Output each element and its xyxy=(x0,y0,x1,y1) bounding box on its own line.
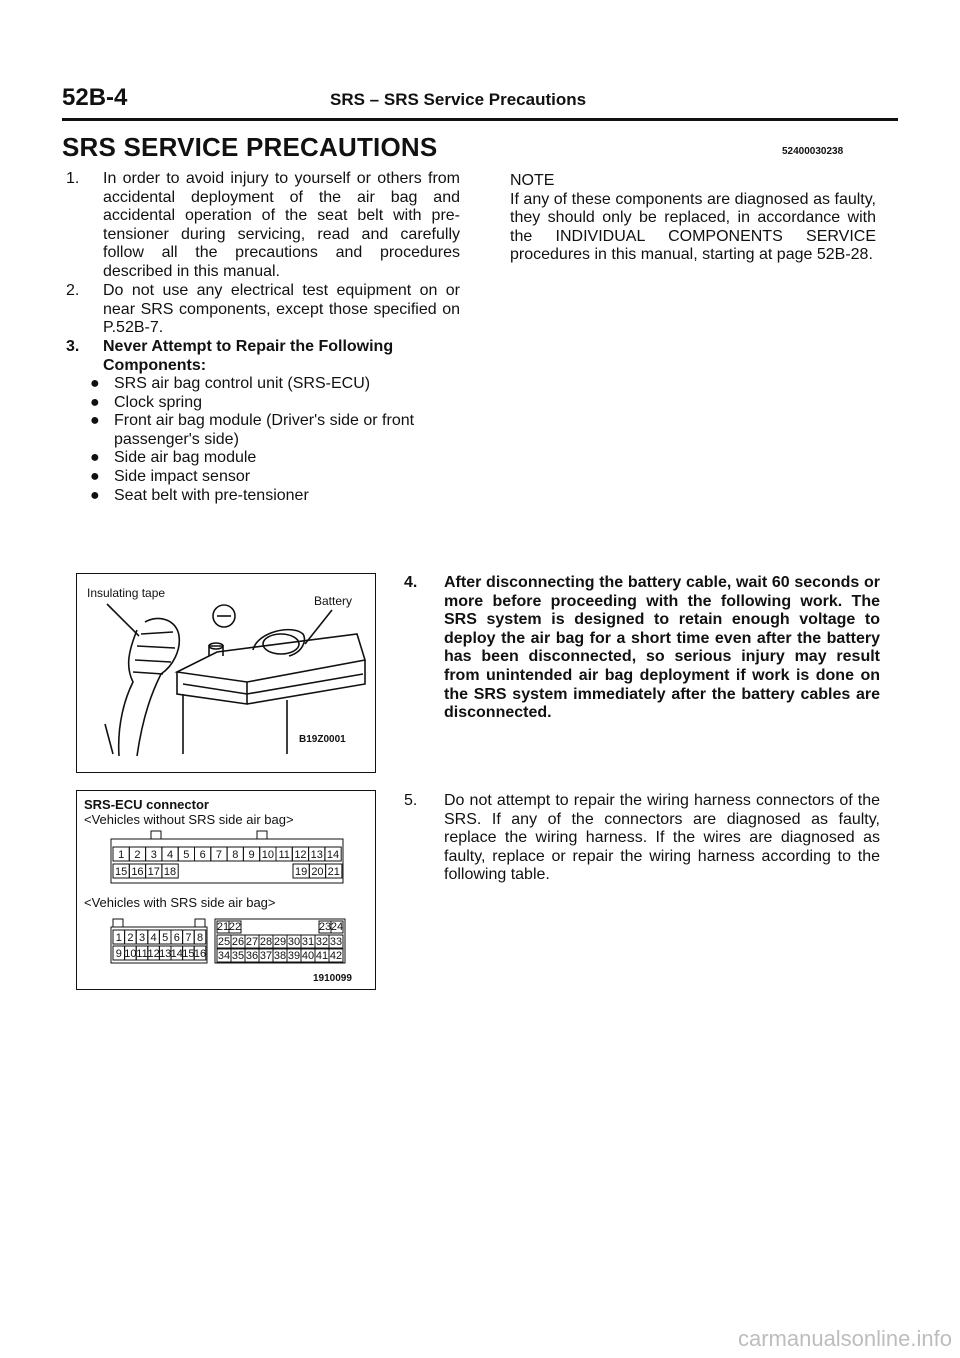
connector-1-pin-label: 12 xyxy=(294,849,307,861)
connector-3-pin-label: 36 xyxy=(245,950,259,962)
connector-1-pin-label: 6 xyxy=(199,849,206,861)
list-item: ● Front air bag module (Driver's side or front passenger's side) xyxy=(90,412,415,448)
page-number: 52B-4 xyxy=(62,84,128,111)
connector-3-pin-label: 24 xyxy=(330,921,344,933)
connector-2-pin-label: 11 xyxy=(136,948,148,960)
bullet-icon: ● xyxy=(90,375,100,392)
item-text: Do not use any electrical test equipment on or near SRS components, except those specified on P.52B-7. xyxy=(103,282,460,337)
item-number: 1. xyxy=(66,170,80,187)
battery-figure xyxy=(76,573,376,773)
precaution-item-1 xyxy=(66,170,460,282)
connector-1-pin-label: 5 xyxy=(183,849,190,861)
connector-1-pin-label: 3 xyxy=(150,849,157,861)
connector-1-pin-label: 18 xyxy=(163,866,177,878)
connector-subtitle-2: <Vehicles with SRS side air bag> xyxy=(84,895,276,910)
bullet-icon: ● xyxy=(90,486,100,504)
connector-2-pin-label: 8 xyxy=(196,932,204,944)
connector-1-pin-label: 13 xyxy=(310,849,323,861)
connector-2-pin-label: 1 xyxy=(115,932,122,944)
connector-3-pin-label: 35 xyxy=(231,950,245,962)
connector-1-lock xyxy=(151,831,161,839)
connector-3-pin-label: 23 xyxy=(318,921,332,933)
watermark: carmanualsonline.info xyxy=(737,1326,952,1351)
connector-subtitle-1: <Vehicles without SRS side air bag> xyxy=(84,812,294,827)
connector-2-pin-label: 9 xyxy=(115,948,122,960)
connector-3-pin-label: 27 xyxy=(245,936,259,948)
connector-3-pin-label: 28 xyxy=(259,936,273,948)
note-block xyxy=(510,172,876,265)
precaution-item-3 xyxy=(66,338,460,375)
step-number: 4. xyxy=(404,574,418,591)
header-rule xyxy=(62,118,898,121)
connector-1-pin-label: 17 xyxy=(147,866,160,878)
connector-2-pin-label: 4 xyxy=(150,932,157,944)
connector-2-pin-label: 14 xyxy=(170,948,183,960)
connector-2-pin-label: 13 xyxy=(159,948,172,960)
item-number: 3. xyxy=(66,338,80,355)
list-item: ● Clock spring xyxy=(90,393,203,411)
list-item: ● Seat belt with pre-tensioner xyxy=(90,486,309,504)
list-item: ● Side air bag module xyxy=(90,449,257,467)
battery-label: Battery xyxy=(314,594,353,608)
item-text: In order to avoid injury to yourself or others from accidental deployment of the air bag and accidental operation of the seat belt with pre-tensioner during servicing, read and carefully follow all the precautions and procedures described in this manual. xyxy=(103,170,460,280)
connector-3-pin-label: 30 xyxy=(287,936,301,948)
list-item: ● Side impact sensor xyxy=(90,467,251,485)
connector-1-pin-label: 16 xyxy=(131,866,144,878)
connector-3-pin-label: 31 xyxy=(301,936,315,948)
connector-2-pin-label: 7 xyxy=(185,932,192,944)
connector-2-pin-label: 2 xyxy=(127,932,134,944)
step-number: 5. xyxy=(404,792,418,809)
connector-1-pin-label: 19 xyxy=(295,866,308,878)
connector-1-pin-label: 9 xyxy=(248,849,255,861)
connector-2-lock xyxy=(195,919,205,927)
figure-code: 1910099 xyxy=(313,973,352,984)
bullet-icon: ● xyxy=(90,467,100,485)
running-header-title: SRS – SRS Service Precautions xyxy=(330,90,587,109)
step-5 xyxy=(404,792,880,885)
step-text: After disconnecting the battery cable, wait 60 seconds or more before proceeding with the following work. The SRS system is designed to retain enough voltage to deploy the air bag for a short time even after the battery has been disconnected, so serious injury may result from unintended air bag deployment if work is done on the SRS system immediately after the battery cables are disconnected. xyxy=(444,574,880,722)
connector-1-pin-label: 8 xyxy=(232,849,239,861)
connector-2-pin-label: 6 xyxy=(173,932,180,944)
connector-2-lock xyxy=(113,919,123,927)
item-number: 2. xyxy=(66,282,80,299)
bullet-icon: ● xyxy=(90,412,100,430)
connector-1-pin-label: 1 xyxy=(118,849,125,861)
connector-3-pin-label: 33 xyxy=(329,936,343,948)
connector-1-pin-label: 15 xyxy=(115,866,128,878)
connector-3-pin-label: 21 xyxy=(216,921,230,933)
connector-1-pin-label: 10 xyxy=(261,849,274,861)
connector-3-pin-label: 26 xyxy=(231,936,245,948)
connector-1-pin-label: 7 xyxy=(215,849,223,861)
connector-2-pin-label: 15 xyxy=(182,948,195,960)
connector-3-pin-label: 22 xyxy=(228,921,242,933)
connector-3-pin-label: 25 xyxy=(217,936,231,948)
bullet-icon: ● xyxy=(90,449,100,467)
connector-3-pin-label: 41 xyxy=(315,950,329,962)
connector-3-pin-label: 39 xyxy=(287,950,301,962)
connector-2-pin-label: 10 xyxy=(124,948,137,960)
bullet-icon: ● xyxy=(90,393,100,411)
connector-3-pin-label: 38 xyxy=(273,950,287,962)
connector-2-pin-label: 16 xyxy=(193,948,207,960)
connector-3-pin-label: 40 xyxy=(301,950,315,962)
connector-1-pin-label: 2 xyxy=(134,849,141,861)
connector-1-pin-label: 20 xyxy=(311,866,324,878)
note-label: NOTE xyxy=(510,172,555,189)
section-title: SRS SERVICE PRECAUTIONS xyxy=(62,132,438,162)
connector-3-pin-label: 32 xyxy=(315,936,329,948)
connector-2-pin-label: 3 xyxy=(138,932,146,944)
connector-title: SRS-ECU connector xyxy=(84,797,209,812)
connector-1-lock xyxy=(257,831,267,839)
connector-3-pin-label: 37 xyxy=(259,950,273,962)
connector-3-pin-label: 34 xyxy=(217,950,231,962)
section-code: 52400030238 xyxy=(782,146,844,157)
insulating-tape-label: Insulating tape xyxy=(87,586,166,600)
list-item: ● SRS air bag control unit (SRS-ECU) xyxy=(90,375,371,392)
connector-figure xyxy=(76,790,376,990)
components-list xyxy=(90,375,462,505)
connector-3-pin-label: 29 xyxy=(273,936,287,948)
connector-1-pin-label: 4 xyxy=(166,849,174,861)
connector-3-pin-label: 42 xyxy=(329,950,343,962)
connector-1-pin-label: 21 xyxy=(327,866,340,878)
precaution-item-2 xyxy=(66,282,460,338)
connector-1-pin-label: 11 xyxy=(278,849,290,861)
step-text: Do not attempt to repair the wiring harness connectors of the SRS. If any of the connectors are diagnosed as faulty, replace the wiring harness. If the wires are diagnosed as faulty, replace or repair the wiring harness according to the following table. xyxy=(444,792,880,884)
note-text: If any of these components are diagnosed as faulty, they should only be replaced, in accordance with the INDIVIDUAL COMPONENTS SERVICE procedures in this manual, starting at page 52B-28. xyxy=(510,190,876,264)
step-4 xyxy=(404,574,880,723)
connector-2-pin-label: 12 xyxy=(147,948,160,960)
item-text: Never Attempt to Repair the Following Components: xyxy=(103,338,394,374)
connector-1-pin-label: 14 xyxy=(326,849,340,861)
connector-pinout xyxy=(77,791,375,989)
figure-code: B19Z0001 xyxy=(299,734,346,745)
connector-2-pin-label: 5 xyxy=(162,932,169,944)
